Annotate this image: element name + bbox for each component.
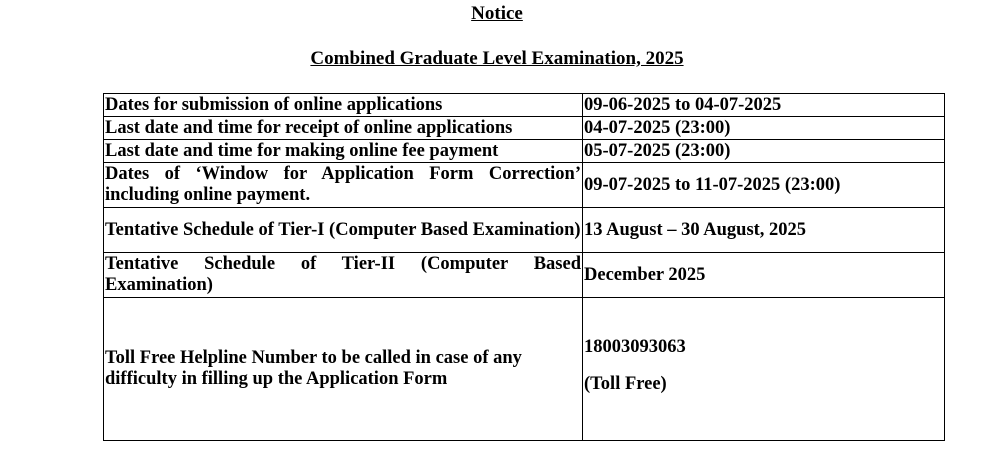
- table-row: [104, 117, 945, 140]
- table-row: [104, 253, 945, 298]
- receipt-deadline-label: Last date and time for receipt of online applications: [104, 117, 583, 140]
- tier1-schedule-label: Tentative Schedule of Tier-I (Computer Based Examination): [104, 208, 583, 253]
- fee-payment-deadline-label: Last date and time for making online fee payment: [104, 140, 583, 163]
- tier2-schedule-label: Tentative Schedule of Tier-II (Computer Based Examination): [104, 253, 583, 298]
- exam-title: Combined Graduate Level Examination, 2025: [310, 48, 684, 69]
- helpline-label: Toll Free Helpline Number to be called in case of any difficulty in filling up the Application Form: [104, 298, 583, 441]
- table-row: [104, 140, 945, 163]
- notice-title: Notice: [471, 3, 523, 24]
- correction-window-value: 09-07-2025 to 11-07-2025 (23:00): [583, 163, 945, 208]
- tier1-schedule-value: 13 August – 30 August, 2025: [583, 208, 945, 253]
- receipt-deadline-value: 04-07-2025 (23:00): [583, 117, 945, 140]
- table-row: [104, 163, 945, 208]
- table-row: [104, 208, 945, 253]
- helpline-cell: [583, 298, 945, 441]
- table-row: [104, 298, 945, 441]
- schedule-table: [103, 93, 945, 441]
- table-row: [104, 94, 945, 117]
- correction-window-label: Dates of ‘Window for Application Form Correction’ including online payment.: [104, 163, 583, 208]
- helpline-number: 18003093063: [584, 337, 686, 357]
- helpline-note: (Toll Free): [584, 374, 667, 394]
- tier2-schedule-value: December 2025: [583, 253, 945, 298]
- application-submission-value: 09-06-2025 to 04-07-2025: [583, 94, 945, 117]
- application-submission-label: Dates for submission of online applications: [104, 94, 583, 117]
- fee-payment-deadline-value: 05-07-2025 (23:00): [583, 140, 945, 163]
